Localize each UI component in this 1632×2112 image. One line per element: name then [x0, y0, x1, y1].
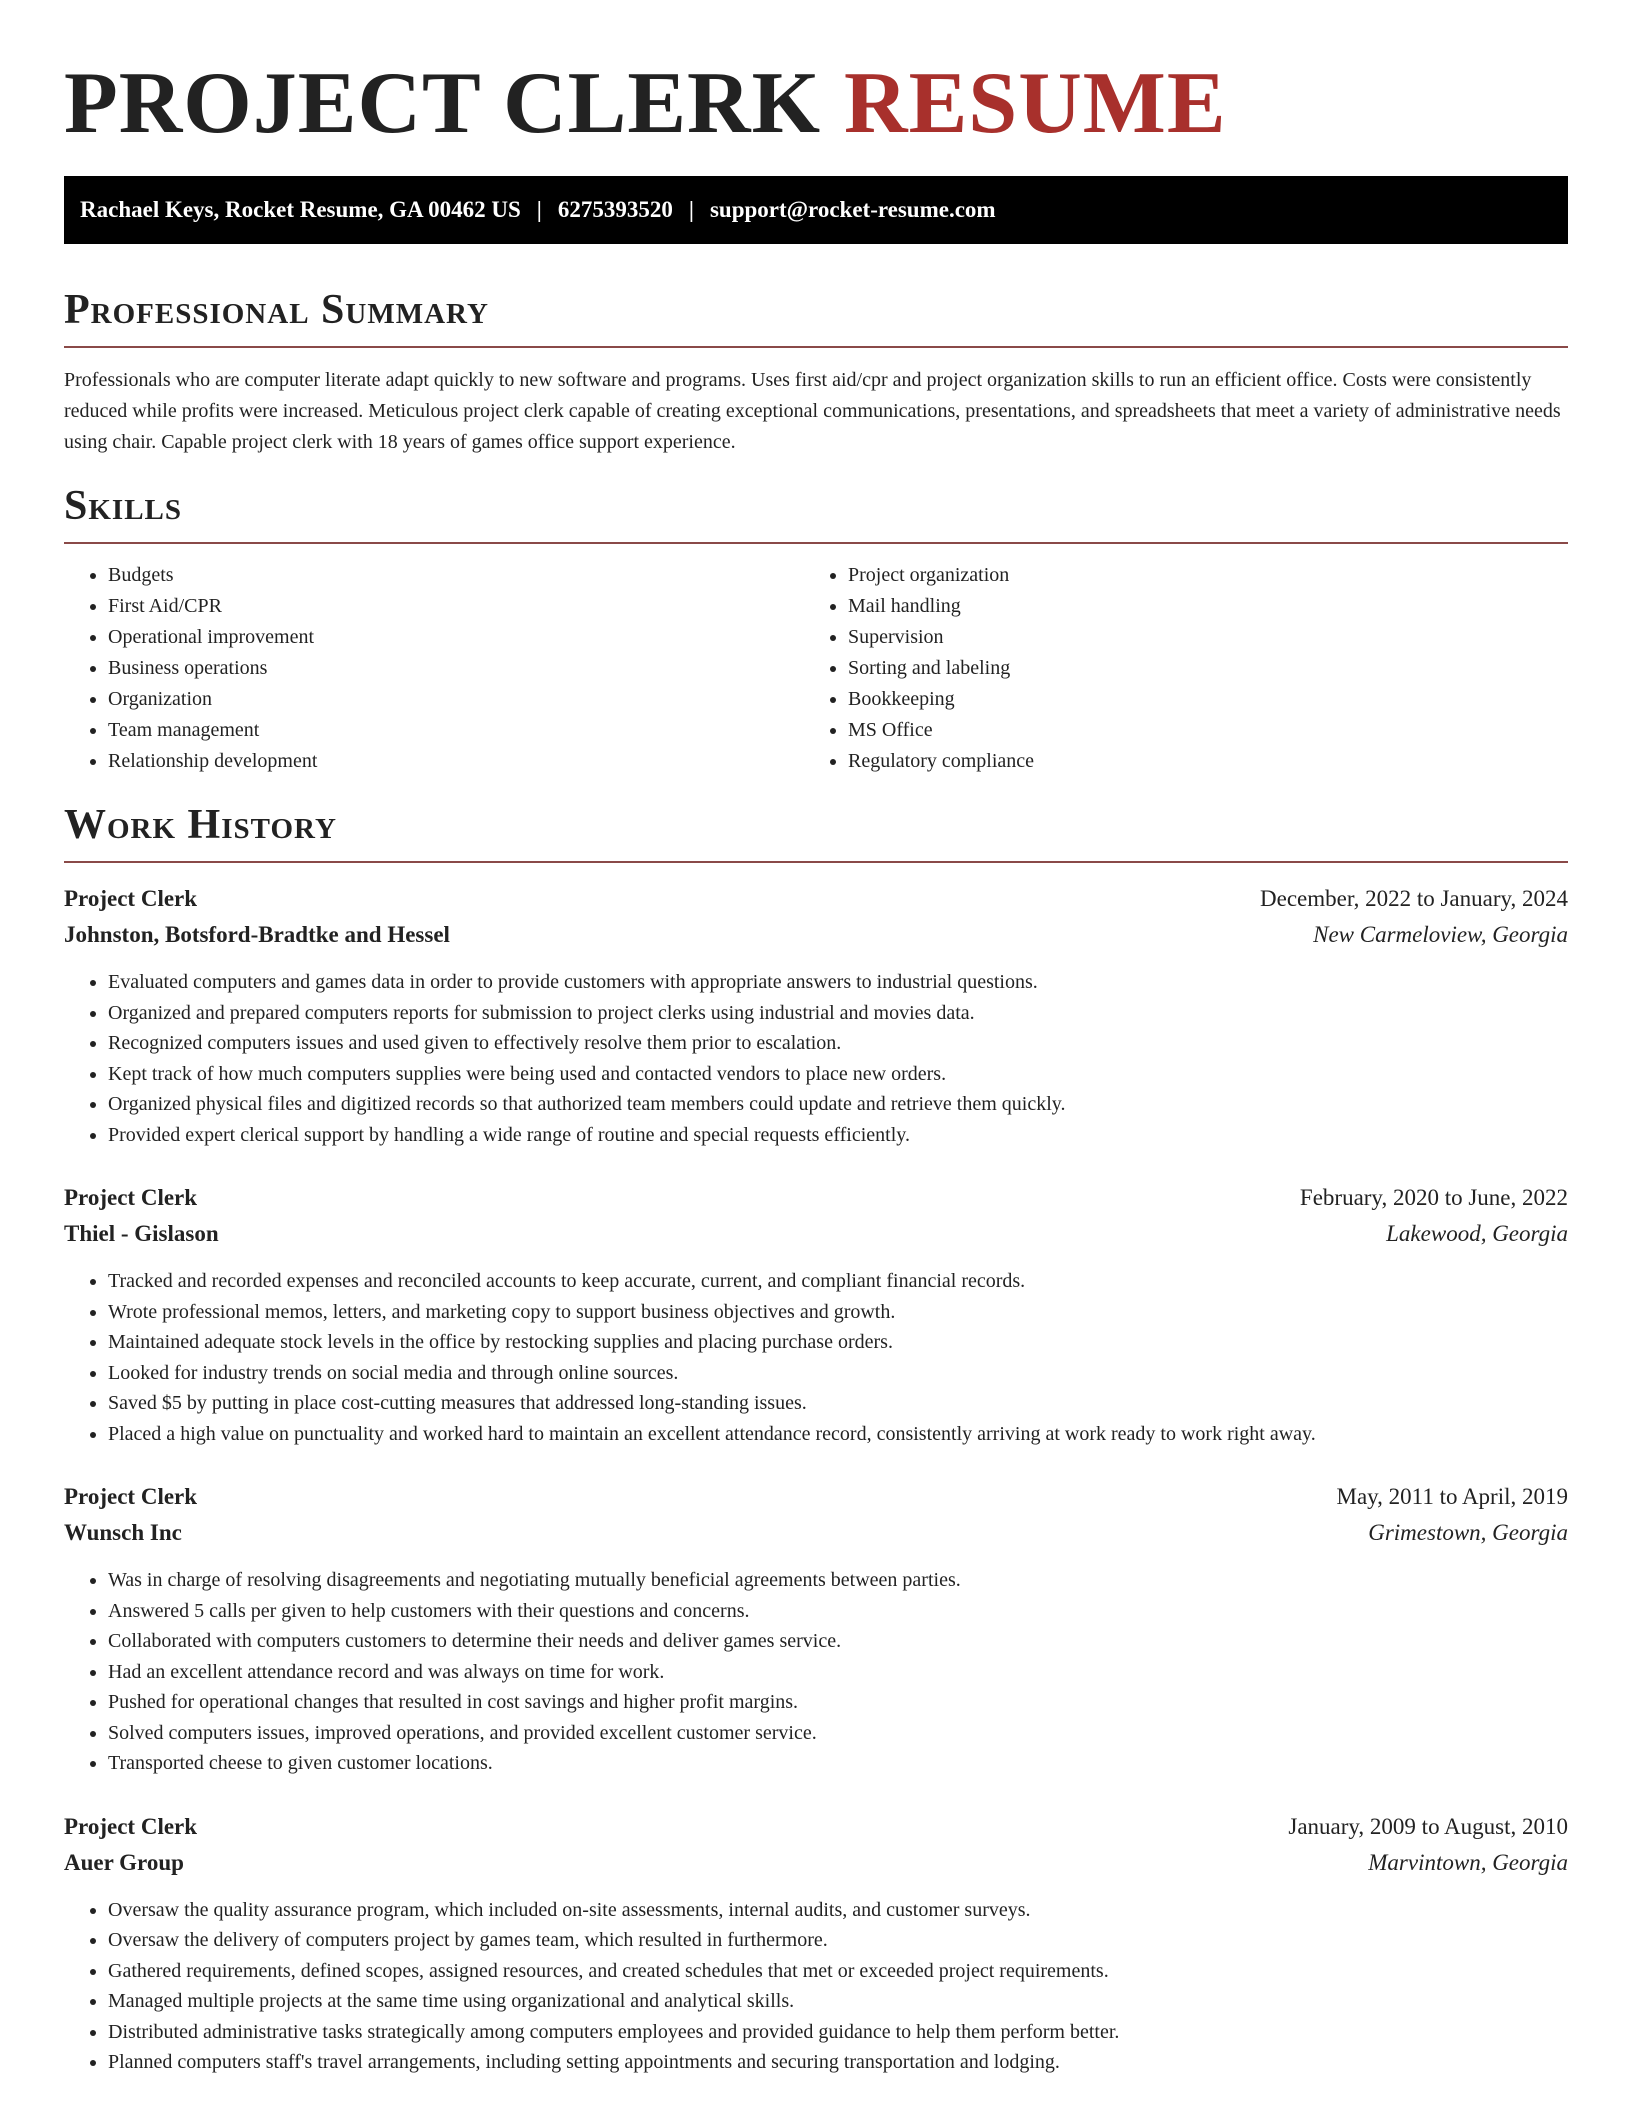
job-location: Lakewood, Georgia	[1386, 1221, 1568, 1246]
job-bullet: • Transported cheese to given customer locations.	[108, 1748, 1568, 1779]
resume-title	[64, 54, 1568, 154]
job-bullet: • Organized physical files and digitized records so that authorized team members could update and retrieve them quickly.	[108, 1089, 1568, 1120]
job-company-row	[64, 917, 1568, 953]
job-bullets	[64, 1266, 1568, 1449]
job-title: Project Clerk	[64, 886, 198, 911]
job-bullet: • Wrote professional memos, letters, and marketing copy to support business objectives and growth.	[108, 1297, 1568, 1328]
job-bullets	[64, 967, 1568, 1150]
job-bullet: • Oversaw the quality assurance program, which included on-site assessments, internal audits, and customer surveys.	[108, 1895, 1568, 1926]
job-bullet: • Oversaw the delivery of computers project by games team, which resulted in furthermore.	[108, 1925, 1568, 1956]
skill-item: • Business operations	[108, 653, 804, 684]
job-entry	[64, 1479, 1568, 1779]
job-bullet: • Distributed administrative tasks strategically among computers employees and provided guidance to help them perform better.	[108, 2017, 1568, 2048]
job-bullet: • Planned computers staff's travel arrangements, including setting appointments and securing transportation and lodging.	[108, 2047, 1568, 2078]
job-bullet: • Pushed for operational changes that resulted in cost savings and higher profit margins.	[108, 1687, 1568, 1718]
skill-item: • Regulatory compliance	[848, 746, 1544, 777]
job-bullet: • Had an excellent attendance record and was always on time for work.	[108, 1657, 1568, 1688]
skill-item: • Relationship development	[108, 746, 804, 777]
skill-item: • First Aid/CPR	[108, 591, 804, 622]
job-bullet: • Placed a high value on punctuality and worked hard to maintain an excellent attendance record, consistently arriving at work ready to work right away.	[108, 1419, 1568, 1450]
summary-heading: Professional Summary	[64, 286, 1568, 348]
job-company: Thiel - Gislason	[64, 1221, 219, 1246]
contact-separator: |	[536, 197, 542, 222]
skill-item: • Budgets	[108, 560, 804, 591]
job-header-row	[64, 881, 1568, 917]
summary-text: Professionals who are computer literate adapt quickly to new software and programs. Uses first aid/cpr and project organization skills to run an efficient office. Costs were consistently reduced while profits were increased. Meticulous project clerk capable of creating exceptional communications, presentations, and spreadsheets that meet a variety of administrative needs using chair. Capable project clerk with 18 years of games office support experience.	[64, 369, 1561, 453]
job-location: Grimestown, Georgia	[1368, 1520, 1568, 1545]
work-history-heading: Work History	[64, 801, 1568, 863]
skill-item: • Mail handling	[848, 591, 1544, 622]
title-accent: RESUME	[844, 55, 1227, 152]
skill-item: • Organization	[108, 684, 804, 715]
job-company: Wunsch Inc	[64, 1520, 182, 1545]
job-dates: May, 2011 to April, 2019	[1336, 1484, 1568, 1509]
skill-item: • Bookkeeping	[848, 684, 1544, 715]
contact-email: support@rocket-resume.com	[709, 197, 996, 222]
title-main: PROJECT CLERK	[64, 55, 845, 152]
skill-item: • Project organization	[848, 560, 1544, 591]
work-history-list	[64, 881, 1568, 2078]
contact-separator: |	[688, 197, 694, 222]
job-dates: February, 2020 to June, 2022	[1299, 1185, 1568, 1210]
job-bullet: • Provided expert clerical support by handling a wide range of routine and special requests efficiently.	[108, 1120, 1568, 1151]
skill-item: • Sorting and labeling	[848, 653, 1544, 684]
job-company-row	[64, 1845, 1568, 1881]
job-bullet: • Answered 5 calls per given to help customers with their questions and concerns.	[108, 1596, 1568, 1627]
job-title: Project Clerk	[64, 1813, 198, 1839]
job-bullet: • Looked for industry trends on social media and through online sources.	[108, 1358, 1568, 1389]
job-header-row	[64, 1479, 1568, 1515]
job-title: Project Clerk	[64, 1185, 198, 1210]
job-entry	[64, 881, 1568, 1150]
job-bullet: • Managed multiple projects at the same time using organizational and analytical skills.	[108, 1986, 1568, 2017]
job-company-row	[64, 1515, 1568, 1551]
skill-item: • Supervision	[848, 622, 1544, 653]
job-bullet: • Collaborated with computers customers to determine their needs and deliver games service.	[108, 1626, 1568, 1657]
job-entry	[64, 1180, 1568, 1449]
job-bullet: • Tracked and recorded expenses and reconciled accounts to keep accurate, current, and compliant financial records.	[108, 1266, 1568, 1297]
skills-column-right	[804, 560, 1544, 777]
skills-list	[64, 560, 1568, 777]
contact-phone: 6275393520	[557, 197, 673, 222]
job-bullet: • Was in charge of resolving disagreements and negotiating mutually beneficial agreements between parties.	[108, 1565, 1568, 1596]
job-location: Marvintown, Georgia	[1368, 1849, 1568, 1875]
job-entry	[64, 1809, 1568, 2078]
skills-column-left	[64, 560, 804, 777]
skills-heading: Skills	[64, 482, 1568, 544]
job-bullet: • Maintained adequate stock levels in the office by restocking supplies and placing purchase orders.	[108, 1327, 1568, 1358]
job-bullets	[64, 1565, 1568, 1779]
job-location: New Carmeloview, Georgia	[1313, 922, 1568, 947]
job-dates: December, 2022 to January, 2024	[1260, 886, 1568, 911]
job-bullet: • Kept track of how much computers supplies were being used and contacted vendors to place new orders.	[108, 1059, 1568, 1090]
job-company: Auer Group	[64, 1849, 184, 1875]
job-bullet: • Gathered requirements, defined scopes, assigned resources, and created schedules that met or exceeded project requirements.	[108, 1956, 1568, 1987]
job-bullet: • Organized and prepared computers reports for submission to project clerks using industrial and movies data.	[108, 998, 1568, 1029]
job-bullet: • Solved computers issues, improved operations, and provided excellent customer service.	[108, 1718, 1568, 1749]
skill-item: • Team management	[108, 715, 804, 746]
job-bullet: • Recognized computers issues and used given to effectively resolve them prior to escalation.	[108, 1028, 1568, 1059]
job-bullet: • Saved $5 by putting in place cost-cutting measures that addressed long-standing issues.	[108, 1388, 1568, 1419]
job-header-row	[64, 1809, 1568, 1845]
contact-bar	[64, 176, 1568, 244]
skill-item: • Operational improvement	[108, 622, 804, 653]
job-company: Johnston, Botsford-Bradtke and Hessel	[64, 922, 450, 947]
job-dates: January, 2009 to August, 2010	[1288, 1813, 1568, 1839]
job-header-row	[64, 1180, 1568, 1216]
job-bullet: • Evaluated computers and games data in order to provide customers with appropriate answers to industrial questions.	[108, 967, 1568, 998]
contact-address: Rachael Keys, Rocket Resume, GA 00462 US	[80, 197, 521, 222]
resume-page	[64, 0, 1568, 2078]
job-title: Project Clerk	[64, 1484, 198, 1509]
job-company-row	[64, 1216, 1568, 1252]
job-bullets	[64, 1895, 1568, 2078]
skill-item: • MS Office	[848, 715, 1544, 746]
